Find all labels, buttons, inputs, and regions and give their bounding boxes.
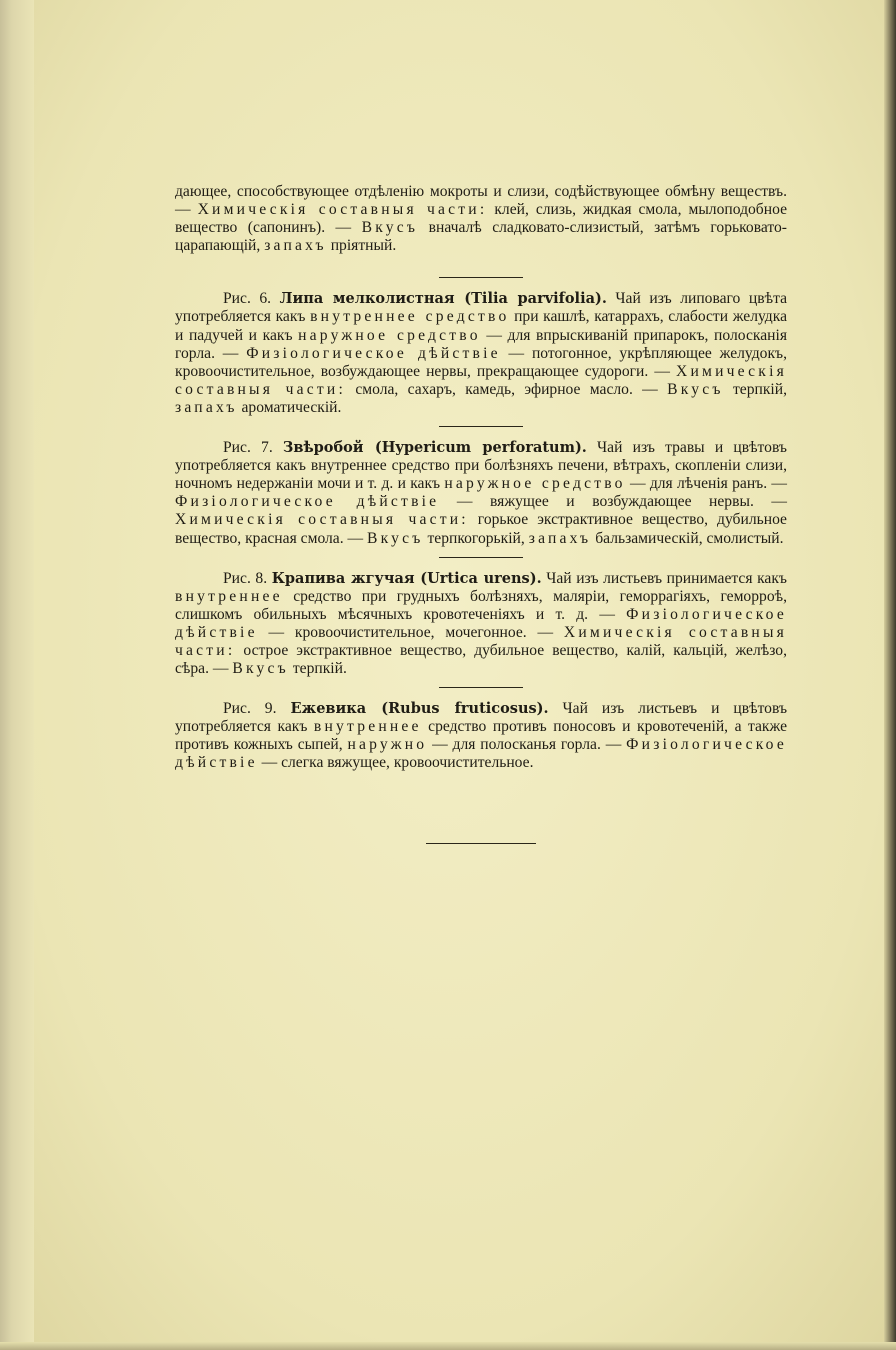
text-run: — для лѣченія ранъ. — xyxy=(625,475,788,493)
spaced-term: наружно xyxy=(347,736,428,754)
text-run: острое экстрактивное вещество, дубильное вещество, калій, кальцій, желѣзо, сѣра. — xyxy=(175,641,787,678)
spaced-term: Химическія составныя части: xyxy=(197,201,488,219)
spaced-term: запахъ xyxy=(528,529,592,547)
spaced-term: запахъ xyxy=(264,237,327,255)
text-run: при кашлѣ, катаррахъ, слабости желудка и падучей и какъ xyxy=(175,308,787,344)
text-run: терпкій, xyxy=(723,380,788,398)
text-run: — слегка вяжущее, кровоочистительное. xyxy=(257,754,534,772)
spaced-term: Химическія составныя части: xyxy=(175,623,787,659)
figure-ref: Рис. 7. xyxy=(223,439,273,457)
entry-urtica xyxy=(175,570,787,679)
section-divider xyxy=(439,277,523,278)
entry-hypericum xyxy=(175,439,787,548)
text-run: вначалѣ сладковато-слизистый, затѣмъ горьковато-царапающій, xyxy=(175,219,787,255)
text-run: — вяжущее и возбуждающее нервы. — xyxy=(439,493,787,511)
figure-ref: Рис. 9. xyxy=(223,700,277,718)
section-divider xyxy=(439,426,523,427)
page-gutter-shadow xyxy=(0,0,34,1350)
entry-heading: Ежевика (Rubus fruticosus). xyxy=(290,700,549,718)
text-run: дающее, способствующее отдѣленію мокроты и слизи, содѣйствующее обмѣну веществъ. — xyxy=(175,183,787,219)
spaced-term: Химическія составныя части: xyxy=(175,362,787,398)
text-run: смола, сахаръ, камедь, эфирное масло. — xyxy=(346,380,668,398)
end-rule xyxy=(426,843,536,844)
text-run: — для впрыскиваній припарокъ, полосканія горла. — xyxy=(175,326,787,362)
text-run: ароматическій. xyxy=(237,398,342,416)
text-run: терпкій. xyxy=(288,660,347,678)
page-edge-shadow xyxy=(884,0,896,1350)
spaced-term: внутреннее xyxy=(175,587,283,605)
entry-heading: Липа мелколистная (Tilia parvifolia). xyxy=(279,290,607,308)
entry-rubus xyxy=(175,700,787,772)
page-bottom-edge xyxy=(0,1342,896,1350)
spaced-term: Физіологическое дѣйствіе xyxy=(175,736,787,772)
text-run: Чай изъ листьевъ и цвѣтовъ употребляется какъ xyxy=(175,700,788,736)
spaced-term: наружное средство xyxy=(298,326,481,344)
spaced-term: Физіологическое дѣйствіе xyxy=(246,344,501,362)
spaced-term: Вкусъ xyxy=(667,380,724,398)
spaced-term: Вкусъ xyxy=(361,219,419,237)
figure-ref: Рис. 6. xyxy=(223,290,272,308)
spaced-term: внутреннее xyxy=(313,718,422,736)
text-run: Чай изъ липоваго цвѣта употребляется какъ xyxy=(175,290,787,326)
text-run: пріятный. xyxy=(326,237,397,255)
entry-heading: Звѣробой (Hypericum perforatum). xyxy=(282,439,587,457)
text-run: горькое экстрактивное вещество, дубильное вещество, красная смола. — xyxy=(175,511,787,547)
figure-ref: Рис. 8. xyxy=(223,569,268,587)
text-run: средство противъ поносовъ и кровотеченій, а также противъ кожныхъ сыпей, xyxy=(175,718,787,754)
text-run: — кровоочистительное, мочегонное. — xyxy=(257,623,564,641)
spaced-term: Физіологическое дѣйствіе xyxy=(175,493,440,511)
paragraph-gap xyxy=(175,255,787,268)
text-run: Чай изъ травы и цвѣтовъ употребляется какъ внутреннее средство при болѣзняхъ печени, вѣтрахъ, скопленіи слизи, ночномъ недержаніи мочи и т. д. и какъ xyxy=(175,439,787,493)
text-run: — потогонное, укрѣпляющее желудокъ, кровоочистительное, возбуждающее нервы, прекращающее судороги. — xyxy=(175,344,787,380)
spaced-term: наружное средство xyxy=(444,475,626,493)
text-body xyxy=(175,183,787,856)
text-run: терпкогорькій, xyxy=(423,529,529,547)
section-divider xyxy=(439,557,523,558)
text-run: — для полосканья горла. — xyxy=(427,736,627,754)
spaced-term: Вкусъ xyxy=(232,660,289,678)
spaced-term: Химическія составныя части: xyxy=(175,511,469,529)
text-run: клей, слизь, жидкая смола, мылоподобное вещество (сапонинъ). — xyxy=(175,201,787,237)
text-run: Чай изъ листьевъ принимается какъ xyxy=(541,569,787,587)
continuation-paragraph xyxy=(175,183,787,255)
spaced-term: запахъ xyxy=(175,398,238,416)
spaced-term: Вкусъ xyxy=(367,529,424,547)
entry-tilia xyxy=(175,290,787,417)
spaced-term: Физіологическое дѣйствіе xyxy=(175,605,787,641)
entry-heading: Крапива жгучая (Urtica urens). xyxy=(271,569,542,587)
text-run: бальзамическій, смолистый. xyxy=(591,529,784,547)
section-divider xyxy=(439,687,523,688)
text-run: средство при грудныхъ болѣзняхъ, маляріи, геморрагіяхъ, геморроѣ, слишкомъ обильныхъ мѣсячныхъ кровотеченіяхъ и т. д. — xyxy=(175,587,787,623)
spaced-term: внутреннее средство xyxy=(310,308,510,326)
